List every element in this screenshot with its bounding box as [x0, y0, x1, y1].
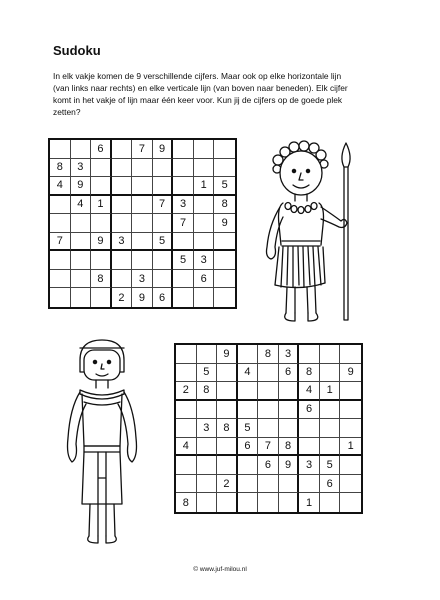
sudoku-cell [132, 177, 153, 196]
egyptian-boy-illustration [62, 338, 142, 546]
sudoku-cell [173, 288, 194, 307]
sudoku-cell [173, 140, 194, 159]
sudoku-cell [112, 177, 133, 196]
sudoku-cell [197, 401, 218, 420]
sudoku-cell: 3 [197, 419, 218, 438]
sudoku-cell [320, 401, 341, 420]
sudoku-cell: 8 [91, 270, 112, 289]
sudoku-cell: 9 [132, 288, 153, 307]
sudoku-cell [71, 214, 92, 233]
sudoku-grid-2 [174, 343, 363, 514]
sudoku-cell: 7 [132, 140, 153, 159]
sudoku-cell [91, 288, 112, 307]
sudoku-cell [50, 270, 71, 289]
sudoku-cell [214, 159, 235, 178]
sudoku-cell [176, 456, 197, 475]
sudoku-cell [50, 196, 71, 215]
sudoku-cell: 5 [238, 419, 259, 438]
sudoku-cell [132, 196, 153, 215]
sudoku-cell [238, 401, 259, 420]
sudoku-cell [217, 364, 238, 383]
child-with-spear-illustration [255, 135, 370, 335]
sudoku-cell [214, 233, 235, 252]
sudoku-cell [197, 345, 218, 364]
sudoku-cell: 7 [173, 214, 194, 233]
sudoku-cell: 2 [176, 382, 197, 401]
instructions-line: In elk vakje komen de 9 verschillende cijfers. Maar ook op elke horizontale lijn [53, 71, 342, 81]
sudoku-cell: 6 [258, 456, 279, 475]
sudoku-cell: 8 [197, 382, 218, 401]
sudoku-cell [299, 419, 320, 438]
sudoku-cell [340, 456, 361, 475]
sudoku-cell: 5 [197, 364, 218, 383]
sudoku-cell: 6 [91, 140, 112, 159]
sudoku-cell [194, 214, 215, 233]
sudoku-cell [173, 233, 194, 252]
sudoku-cell [238, 493, 259, 512]
sudoku-cell [258, 401, 279, 420]
sudoku-cell [197, 456, 218, 475]
sudoku-cell [279, 382, 300, 401]
sudoku-cell: 8 [279, 438, 300, 457]
sudoku-cell: 3 [194, 251, 215, 270]
sudoku-cell: 8 [299, 364, 320, 383]
sudoku-cell [50, 140, 71, 159]
sudoku-cell [217, 438, 238, 457]
sudoku-cell [214, 288, 235, 307]
sudoku-cell [217, 401, 238, 420]
sudoku-cell [194, 159, 215, 178]
sudoku-cell [173, 177, 194, 196]
sudoku-cell: 3 [132, 270, 153, 289]
sudoku-cell [320, 438, 341, 457]
sudoku-cell [153, 159, 174, 178]
sudoku-cell [71, 233, 92, 252]
sudoku-grid-1 [48, 138, 237, 309]
instructions-line: (van links naar rechts) en elke verticale lijn (van boven naar beneden). Elk cijfer [53, 83, 348, 93]
sudoku-cell [340, 345, 361, 364]
sudoku-cell: 9 [214, 214, 235, 233]
sudoku-cell [340, 401, 361, 420]
sudoku-cell [50, 288, 71, 307]
sudoku-cell: 4 [238, 364, 259, 383]
sudoku-cell [258, 493, 279, 512]
sudoku-cell [320, 493, 341, 512]
sudoku-cell: 1 [340, 438, 361, 457]
sudoku-cell [176, 345, 197, 364]
sudoku-cell [50, 214, 71, 233]
sudoku-cell [279, 475, 300, 494]
sudoku-cell [340, 419, 361, 438]
sudoku-cell: 3 [112, 233, 133, 252]
sudoku-cell [50, 251, 71, 270]
sudoku-cell [112, 196, 133, 215]
sudoku-cell [217, 382, 238, 401]
sudoku-cell [132, 251, 153, 270]
sudoku-cell [279, 493, 300, 512]
sudoku-cell [153, 251, 174, 270]
sudoku-cell: 7 [258, 438, 279, 457]
sudoku-cell: 6 [194, 270, 215, 289]
sudoku-cell [238, 456, 259, 475]
sudoku-cell: 9 [91, 233, 112, 252]
sudoku-cell [91, 159, 112, 178]
sudoku-cell [71, 288, 92, 307]
sudoku-cell [173, 270, 194, 289]
sudoku-cell: 8 [176, 493, 197, 512]
sudoku-cell: 1 [194, 177, 215, 196]
sudoku-cell [320, 345, 341, 364]
page-title: Sudoku [53, 43, 101, 58]
sudoku-cell: 3 [173, 196, 194, 215]
sudoku-cell: 9 [340, 364, 361, 383]
instructions-line: komt in het vakje of lijn maar één keer voor. Kun jij de cijfers op de goede plek [53, 95, 343, 105]
sudoku-cell: 6 [153, 288, 174, 307]
sudoku-cell [132, 214, 153, 233]
sudoku-cell [194, 196, 215, 215]
sudoku-cell [132, 159, 153, 178]
sudoku-cell [258, 475, 279, 494]
sudoku-cell: 6 [238, 438, 259, 457]
sudoku-cell: 2 [112, 288, 133, 307]
sudoku-cell [153, 270, 174, 289]
sudoku-cell: 6 [320, 475, 341, 494]
sudoku-cell [258, 364, 279, 383]
sudoku-cell: 9 [71, 177, 92, 196]
sudoku-cell: 4 [299, 382, 320, 401]
sudoku-cell: 1 [299, 493, 320, 512]
sudoku-cell: 8 [258, 345, 279, 364]
sudoku-cell [153, 177, 174, 196]
sudoku-cell [194, 288, 215, 307]
sudoku-cell: 2 [217, 475, 238, 494]
sudoku-cell: 3 [71, 159, 92, 178]
sudoku-cell: 5 [320, 456, 341, 475]
sudoku-cell: 4 [176, 438, 197, 457]
sudoku-cell [197, 493, 218, 512]
sudoku-cell: 4 [50, 177, 71, 196]
sudoku-cell [299, 475, 320, 494]
sudoku-cell [194, 140, 215, 159]
sudoku-cell [112, 270, 133, 289]
sudoku-cell [91, 251, 112, 270]
sudoku-cell: 7 [153, 196, 174, 215]
sudoku-cell [238, 382, 259, 401]
sudoku-cell [112, 140, 133, 159]
sudoku-cell [71, 251, 92, 270]
sudoku-cell: 1 [91, 196, 112, 215]
sudoku-cell [91, 177, 112, 196]
sudoku-cell: 5 [153, 233, 174, 252]
sudoku-cell [217, 493, 238, 512]
sudoku-cell [299, 438, 320, 457]
sudoku-cell [340, 493, 361, 512]
sudoku-cell: 3 [299, 456, 320, 475]
sudoku-cell [279, 401, 300, 420]
instructions-line: zetten? [53, 107, 81, 117]
sudoku-cell [238, 475, 259, 494]
sudoku-cell [112, 159, 133, 178]
sudoku-cell: 9 [153, 140, 174, 159]
sudoku-cell [173, 159, 194, 178]
sudoku-cell [112, 251, 133, 270]
sudoku-cell [176, 475, 197, 494]
sudoku-cell [112, 214, 133, 233]
sudoku-cell [258, 382, 279, 401]
sudoku-cell [320, 419, 341, 438]
sudoku-cell: 4 [71, 196, 92, 215]
sudoku-cell [71, 270, 92, 289]
sudoku-cell: 7 [50, 233, 71, 252]
sudoku-cell [258, 419, 279, 438]
sudoku-cell: 5 [173, 251, 194, 270]
sudoku-cell [214, 251, 235, 270]
sudoku-cell [176, 401, 197, 420]
sudoku-cell: 1 [320, 382, 341, 401]
sudoku-cell: 3 [279, 345, 300, 364]
sudoku-cell [320, 364, 341, 383]
sudoku-cell [71, 140, 92, 159]
footer-credit: © www.juf-milou.nl [193, 566, 247, 573]
sudoku-cell [197, 475, 218, 494]
sudoku-cell [214, 270, 235, 289]
sudoku-cell: 5 [214, 177, 235, 196]
sudoku-cell: 8 [217, 419, 238, 438]
sudoku-cell [176, 364, 197, 383]
sudoku-cell: 6 [279, 364, 300, 383]
sudoku-cell [214, 140, 235, 159]
sudoku-cell [238, 345, 259, 364]
sudoku-cell: 8 [214, 196, 235, 215]
sudoku-cell [194, 233, 215, 252]
sudoku-cell [217, 456, 238, 475]
sudoku-cell [340, 475, 361, 494]
sudoku-cell [132, 233, 153, 252]
sudoku-cell: 9 [279, 456, 300, 475]
sudoku-cell [91, 214, 112, 233]
sudoku-cell [197, 438, 218, 457]
instructions [53, 70, 393, 118]
sudoku-cell [176, 419, 197, 438]
sudoku-cell [279, 419, 300, 438]
sudoku-cell [340, 382, 361, 401]
sudoku-cell [153, 214, 174, 233]
sudoku-cell: 9 [217, 345, 238, 364]
sudoku-cell: 8 [50, 159, 71, 178]
sudoku-cell [299, 345, 320, 364]
sudoku-cell: 6 [299, 401, 320, 420]
